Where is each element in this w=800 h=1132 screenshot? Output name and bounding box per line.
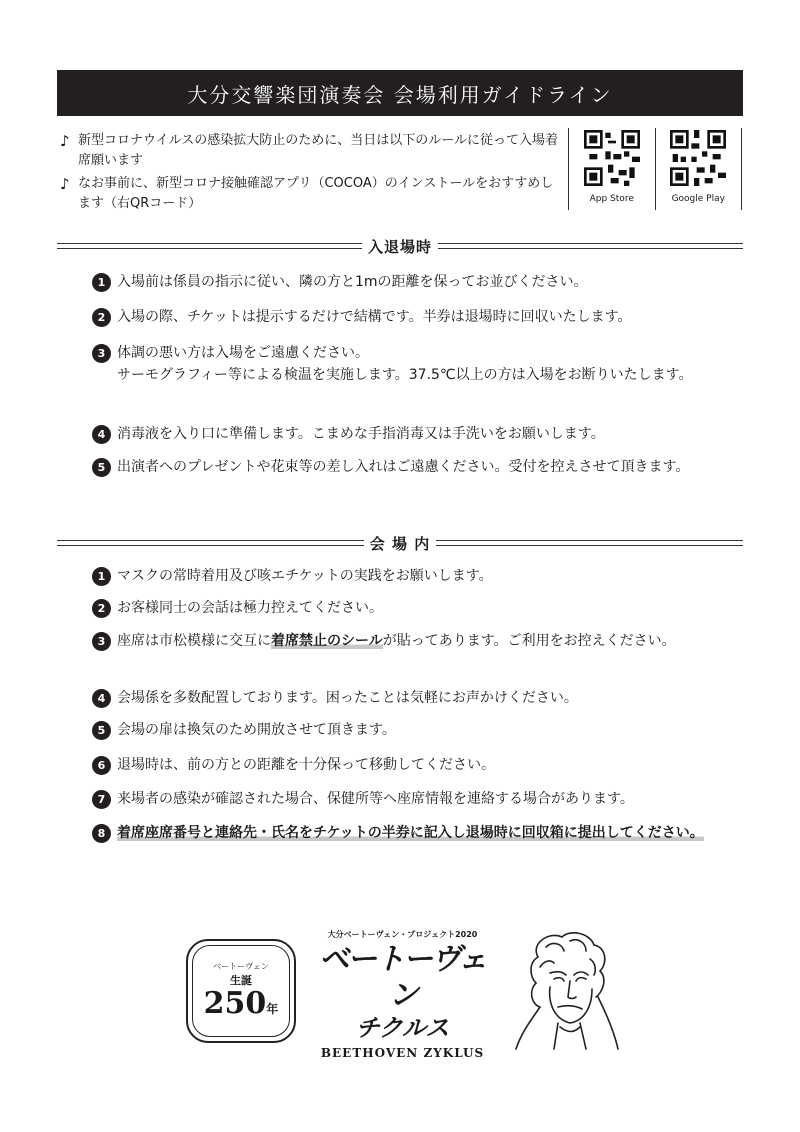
project-logo [315, 929, 490, 1060]
number-badge: 3 [92, 344, 111, 363]
google-play-label: Google Play [671, 194, 725, 204]
item-text: お客様同士の会話は極力控えてください。 [117, 600, 383, 616]
item-text-line: 体調の悪い方は入場をご遠慮ください。 [117, 345, 369, 361]
list-item [92, 687, 722, 709]
app-store-label: App Store [589, 194, 634, 204]
list-item [92, 597, 722, 619]
list-item [92, 342, 722, 386]
badge-year: 年 [266, 1002, 279, 1016]
number-badge: 4 [92, 689, 111, 708]
badge-number-value: 250 [203, 986, 267, 1021]
item-text: 会場係を多数配置しております。困ったことは気軽にお声かけください。 [117, 690, 578, 706]
number-badge: 3 [92, 632, 111, 651]
number-badge: 1 [92, 567, 111, 586]
qr-codes [568, 128, 742, 210]
list-item [92, 565, 722, 587]
beethoven-portrait-icon [510, 927, 620, 1051]
list-item [92, 754, 722, 776]
badge-frame [192, 945, 290, 1037]
number-badge: 6 [92, 756, 111, 775]
intro-line [60, 131, 565, 171]
music-note-icon: ♪ [60, 175, 70, 193]
divider [438, 243, 743, 249]
badge-label: ベートーヴェン [213, 962, 269, 971]
badge-label: 生誕 [230, 974, 252, 987]
item-text: 来場者の感染が確認された場合、保健所等へ座席情報を連絡する場合があります。 [117, 791, 634, 807]
list-item [92, 456, 722, 478]
number-badge: 5 [92, 721, 111, 740]
list-item [92, 306, 722, 328]
number-badge: 7 [92, 790, 111, 809]
divider [436, 540, 743, 546]
list-item [92, 423, 722, 445]
intro-notes [60, 131, 565, 217]
item-text: マスクの常時着用及び咳エチケットの実践をお願いします。 [117, 568, 493, 584]
item-text: 消毒液を入り口に準備します。こまめな手指消毒又は手洗いをお願いします。 [117, 426, 605, 442]
qr-code-icon [670, 130, 726, 186]
list-item [92, 719, 722, 741]
highlight-text: 着席禁止のシール [271, 633, 383, 649]
app-store-qr[interactable] [568, 128, 655, 210]
list-item [92, 822, 722, 844]
page-title: 大分交響楽団演奏会 会場利用ガイドライン [57, 70, 743, 116]
number-badge: 2 [92, 308, 111, 327]
logo-wordmark [315, 942, 490, 1042]
number-badge: 5 [92, 458, 111, 477]
google-play-qr[interactable] [655, 128, 743, 210]
section-title: 入退場時 [368, 237, 433, 256]
intro-text: 新型コロナウイルスの感染拡大防止のために、当日は以下のルールに従って入場着席願います [78, 133, 558, 168]
divider [57, 540, 364, 546]
section-heading-venue [57, 533, 743, 553]
logo-line: ベートーヴェン [319, 942, 486, 1013]
footer-logos [180, 925, 620, 1060]
item-text-part: 座席は市松模様に交互に [117, 633, 271, 649]
section-title: 会 場 内 [369, 534, 431, 553]
item-text: 入場前は係員の指示に従い、隣の方と1mの距離を保ってお並びください。 [117, 274, 588, 290]
music-note-icon: ♪ [60, 132, 70, 150]
number-badge: 4 [92, 425, 111, 444]
logo-english: BEETHOVEN ZYKLUS [320, 1046, 485, 1060]
item-text: 会場の扉は換気のため開放させて頂きます。 [117, 722, 396, 738]
intro-line [60, 174, 565, 214]
intro-text: なお事前に、新型コロナ接触確認アプリ（COCOA）のインストールをおすすめします（右QRコード） [78, 176, 554, 211]
list-item [92, 630, 722, 652]
item-text-part: が貼ってあります。ご利用をお控えください。 [382, 633, 676, 649]
item-text: 退場時は、前の方との距離を十分保って移動してください。 [117, 757, 495, 773]
anniversary-badge [186, 939, 296, 1043]
section-heading-entry [57, 236, 743, 256]
item-text: 出演者へのプレゼントや花束等の差し入れはご遠慮ください。受付を控えさせて頂きます。 [117, 459, 690, 475]
divider [57, 243, 362, 249]
number-badge: 1 [92, 273, 111, 292]
list-item [92, 788, 722, 810]
list-item [92, 271, 722, 293]
qr-code-icon [584, 130, 640, 186]
item-text [117, 342, 722, 386]
item-text: 入場の際、チケットは提示するだけで結構です。半券は退場時に回収いたします。 [117, 309, 632, 325]
number-badge: 8 [92, 824, 111, 843]
highlight-text: 着席座席番号と連絡先・氏名をチケットの半券に記入し退場時に回収箱に提出してください。 [117, 825, 704, 841]
project-subtitle: 大分ベートーヴェン・プロジェクト2020 [327, 930, 478, 939]
number-badge: 2 [92, 599, 111, 618]
item-text-line: サーモグラフィー等による検温を実施します。37.5℃以上の方は入場をお断りいたします。 [117, 367, 693, 383]
item-text [117, 630, 722, 652]
logo-line: チクルス [355, 1014, 450, 1042]
